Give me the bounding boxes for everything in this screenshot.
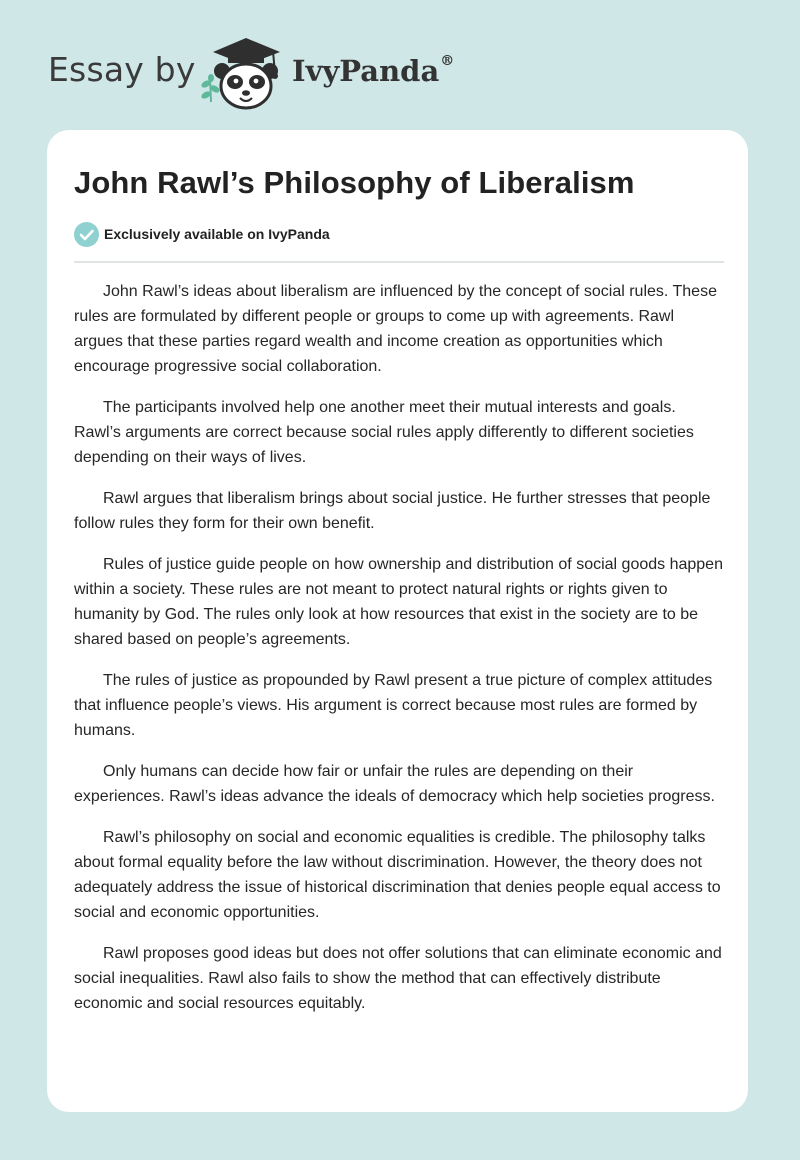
paragraph: Rawl proposes good ideas but does not offer solutions that can eliminate economic and social inequalities. Rawl also fails to show the method that can effectively distribute economic and social resources equitably. bbox=[74, 945, 722, 1012]
paragraph: Rules of justice guide people on how ownership and distribution of social goods happen within a society. These rules are not meant to protect natural rights or rights given to humanity by God. The rules only look at how resources that exist in the society are to be shared based on people’s agreements. bbox=[74, 556, 723, 648]
trademark-symbol: ® bbox=[440, 53, 455, 69]
essay-body bbox=[74, 279, 726, 1032]
panda-graduate-icon bbox=[200, 34, 292, 110]
essay-title: John Rawl’s Philosophy of Liberalism bbox=[74, 165, 635, 200]
brand-name bbox=[292, 53, 454, 88]
exclusive-badge bbox=[74, 221, 330, 247]
brand-header[interactable] bbox=[48, 34, 468, 110]
essay-card bbox=[47, 130, 748, 1112]
brand-prefix: Essay by bbox=[48, 50, 196, 89]
paragraph: The participants involved help one another meet their mutual interests and goals. Rawl’s arguments are correct because social rules apply differently to different societies depending on their ways of lives. bbox=[74, 399, 694, 466]
check-circle-icon bbox=[74, 222, 99, 247]
paragraph: John Rawl’s ideas about liberalism are influenced by the concept of social rules. These rules are formulated by different people or groups to come up with agreements. Rawl argues that these parties regard wealth and income creation as opportunities which encourage progressive social collaboration. bbox=[74, 283, 717, 375]
paragraph: Rawl argues that liberalism brings about social justice. He further stresses that people follow rules they form for their own benefit. bbox=[74, 490, 711, 532]
brand-name-text: IvyPanda bbox=[292, 54, 440, 88]
divider bbox=[74, 261, 724, 263]
paragraph: Rawl’s philosophy on social and economic equalities is credible. The philosophy talks about formal equality before the law without discrimination. However, the theory does not adequately address the issue of historical discrimination that denies people equal access to social and economic opportunities. bbox=[74, 829, 721, 921]
paragraph: The rules of justice as propounded by Rawl present a true picture of complex attitudes that influence people’s views. His argument is correct because most rules are formed by humans. bbox=[74, 672, 713, 739]
paragraph: Only humans can decide how fair or unfair the rules are depending on their experiences. Rawl’s ideas advance the ideals of democracy which help societies progress. bbox=[74, 763, 715, 805]
badge-text: Exclusively available on IvyPanda bbox=[104, 226, 330, 242]
